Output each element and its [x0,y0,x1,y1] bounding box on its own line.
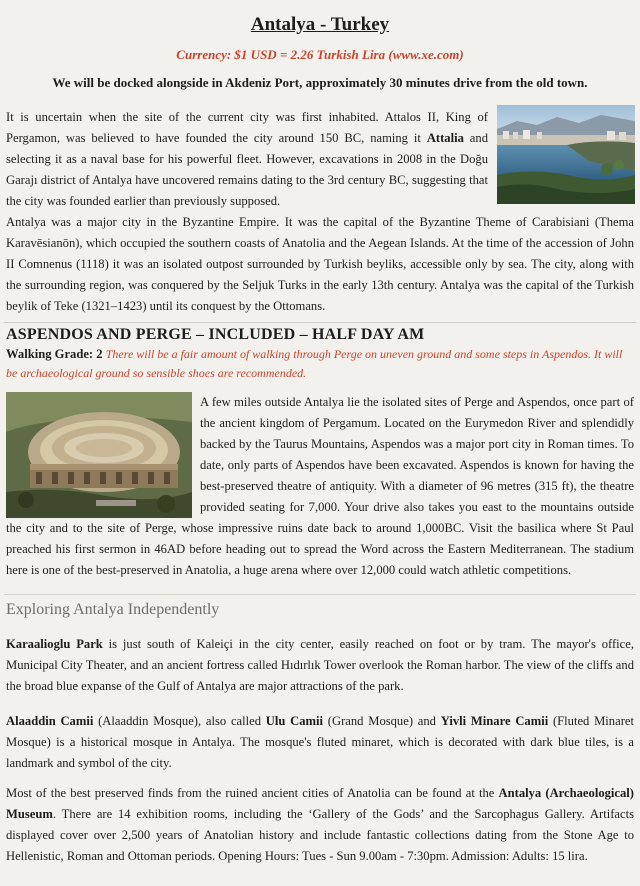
mosque-paragraph: Alaaddin Camii (Alaaddin Mosque), also called Ulu Camii (Grand Mosque) and Yivli Minare Camii (Fluted Minaret Mosque) is a historical mosque in Antalya. The mosque's fluted minaret, which is decorated with dark blue tiles, is a landmark and symbol of the city. [6,714,634,770]
antalya-harbor-photo [497,105,635,204]
aspendos-paragraph: A few miles outside Antalya lie the isolated sites of Perge and Aspendos, once part of the ancient kingdom of Pergamum. Located on the Eurymedon River and splendidly backed by the Taurus Mountains, Aspendos was a major port city in Roman times. To date, only parts of Aspendos have been excavated. Aspendos is known for having the best-preserved theatre of antiquity. With a diameter of 96 metres (315 ft), the theatre provided seating for 7,000. Your drive also takes you east to the mountains outside the city and to the site of Perge, whose impressive ruins date back to around 1,000BC. Visit the basilica where St Paul preached his first sermon in 46AD before heading out to spread the Word across the Eastern Mediterranean. The stadium here is one of the best-preserved in Anatolia, a huge arena where over 12,000 could watch athletic competitions. [6,395,634,577]
page-title: Antalya - Turkey [250,14,390,35]
walking-grade [6,345,634,383]
divider [4,594,636,595]
aspendos-heading: ASPENDOS AND PERGE – INCLUDED – HALF DAY AM [6,326,425,343]
divider [4,322,636,323]
park-paragraph: Karaalioglu Park is just south of Kaleiçi in the city center, easily reached on foot or by tram. The mayor's office, Municipal City Theater, and an ancient fortress called Hıdırlık Tower overlook the Roman harbor. The view of the cliffs and the broad blue expanse of the Gulf of Antalya are major attractions of the park. [6,637,634,693]
currency-note: Currency: $1 USD = 2.26 Turkish Lira (www.xe.com) [176,47,464,62]
intro-paragraph-2: Antalya was a major city in the Byzantine Empire. It was the capital of the Byzantine Theme of Carabisiani (Thema Karavēsianōn), which occupied the southern coasts of Anatolia and the Aegean Islands. At the time of the accession of John II Comnenus (1118) it was an isolated outpost surrounded by Turkish beyliks, accessible only by sea. The city, along with the surrounding region, was conquered by the Seljuk Turks in the early 13th century. Antalya was the capital of the Turkish beylik of Teke (1321–1423) until its conquest by the Ottomans. [6,215,634,313]
independent-heading: Exploring Antalya Independently [6,601,220,618]
intro-paragraph-1: It is uncertain when the site of the current city was first inhabited. Attalos II, King of Pergamon, was believed to have founded the city around 150 BC, naming it Attalia and selecting it as a naval base for his powerful fleet. However, excavations in 2008 in the Doğu Garajı district of Antalya have uncovered remains dating to the 3rd century BC, suggesting that the city was founded earlier than previously supposed. [6,110,488,208]
walking-grade-note: There will be a fair amount of walking through Perge on uneven ground and some steps in Aspendos. It will be archaeological ground so sensible shoes are recommended. [6,347,623,380]
museum-paragraph: Most of the best preserved finds from the ruined ancient cities of Anatolia can be found at the Antalya (Archaeological) Museum. There are 14 exhibition rooms, including the ‘Gallery of the Gods’ and the Sarcophagus Gallery. Artifacts displayed cover over 2,500 years of Anatolian history and include fantastic collections dating from the Stone Age to Hellenistic, Roman and Ottoman periods. Opening Hours: Tues - Sun 9.00am - 7:30pm. Admission: Adults: 15 lira. [6,786,634,863]
docking-note: We will be docked alongside in Akdeniz Port, approximately 30 minutes drive from the old town. [52,75,588,90]
walking-grade-label: Walking Grade: 2 [6,347,103,361]
